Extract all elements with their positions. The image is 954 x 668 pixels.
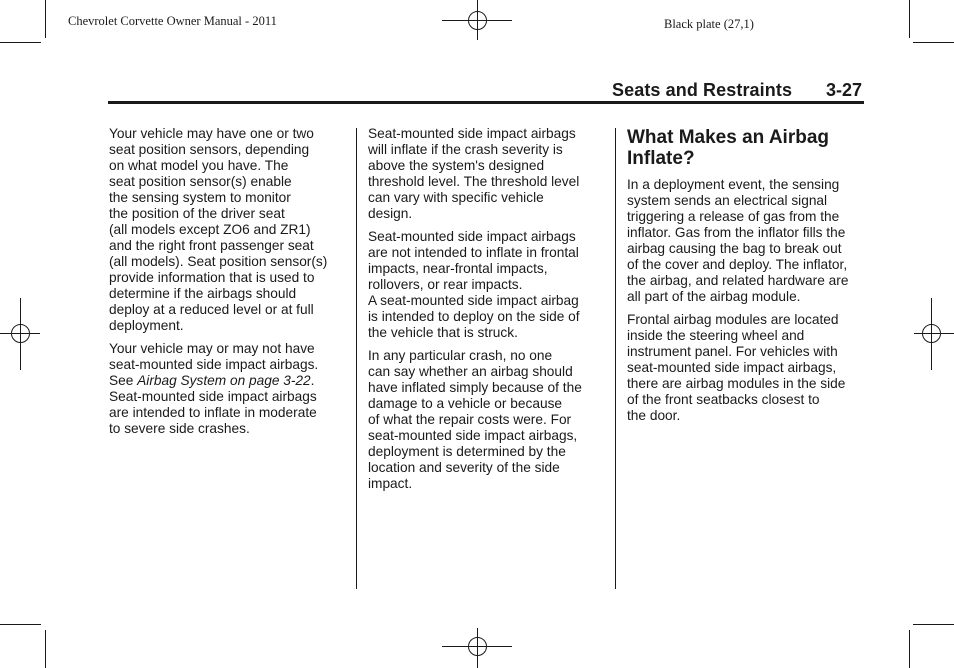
text-line: Seat-mounted side impact airbags [368,126,576,141]
text-line: all part of the airbag module. [627,289,801,304]
plate-label: Black plate (27,1) [664,17,754,31]
paragraph [109,341,349,437]
paragraph [109,126,349,334]
column-3 [627,127,867,431]
heading-line: Inflate? [627,148,695,169]
registration-mark-bottom [442,628,512,668]
text-line: Frontal airbag modules are located [627,312,839,327]
text-line: Your vehicle may or may not have [109,341,315,356]
text-line: are intended to inflate in moderate [109,405,317,420]
text-line: the sensing system to monitor [109,190,291,205]
text-line: determine if the airbags should [109,286,297,301]
text-line: on what model you have. The [109,158,289,173]
text-line: seat-mounted side impact airbags. [109,357,319,372]
column-divider [356,128,357,589]
cross-reference-link[interactable]: Airbag System on page 3-22 [137,373,311,388]
text-line: airbag causing the bag to break out [627,241,842,256]
text-line: seat-mounted side impact airbags, [368,428,578,443]
text-line: deployment. [109,318,184,333]
text-line: to severe side crashes. [109,421,250,436]
text-line: In a deployment event, the sensing [627,177,840,192]
registration-mark-left [0,298,40,370]
text-line: damage to a vehicle or because [368,396,563,411]
text-line: instrument panel. For vehicles with [627,344,838,359]
text-line: design. [368,206,413,221]
column-2 [368,126,608,499]
text-line: impact. [368,476,413,491]
text-line: seat-mounted side impact airbags, [627,360,837,375]
header-rule [108,101,864,104]
text-line: can say whether an airbag should [368,364,573,379]
text-line: (all models). Seat position sensor(s) [109,254,328,269]
text-line: there are airbag modules in the side [627,376,846,391]
column-divider [615,128,616,589]
text-line: inflator. Gas from the inflator fills the [627,225,846,240]
text-line: Seat-mounted side impact airbags [368,229,576,244]
paragraph [627,177,867,305]
text-line: Seat-mounted side impact airbags [109,389,317,404]
text-line: A seat-mounted side impact airbag [368,293,579,308]
page-number: 3-27 [826,80,863,100]
text-line: seat position sensor(s) enable [109,174,292,189]
text-line: will inflate if the crash severity is [368,142,563,157]
text-line: have inflated simply because of the [368,380,582,395]
text-line: can vary with specific vehicle [368,190,544,205]
text-line: Your vehicle may have one or two [109,126,314,141]
text-line: the vehicle that is struck. [368,325,518,340]
manual-title: Chevrolet Corvette Owner Manual - 2011 [68,14,277,28]
registration-mark-top [442,0,512,40]
text-line: system sends an electrical signal [627,193,828,208]
text-line: of the front seatbacks closest to [627,392,820,407]
text-line: threshold level. The threshold level [368,174,580,189]
subsection-heading [627,127,867,169]
period: . [310,373,315,388]
text-line: (all models except ZO6 and ZR1) [109,222,311,237]
text-line: In any particular crash, no one [368,348,553,363]
text-line: rollovers, or rear impacts. [368,277,523,292]
text-line: and the right front passenger seat [109,238,314,253]
paragraph [627,312,867,424]
text-line: of the cover and deploy. The inflator, [627,257,848,272]
text-line: the door. [627,408,681,423]
registration-mark-right [914,298,954,370]
text-line: inside the steering wheel and [627,328,805,343]
text-line: above the system's designed [368,158,545,173]
text-line: is intended to deploy on the side of [368,309,580,324]
paragraph [368,126,608,222]
text-line: provide information that is used to [109,270,315,285]
section-title: Seats and Restraints [612,80,793,100]
text-line: location and severity of the side [368,460,560,475]
column-1 [109,126,349,444]
text-line: triggering a release of gas from the [627,209,840,224]
text-line: deployment is determined by the [368,444,566,459]
heading-line: What Makes an Airbag [627,127,830,148]
text-line: the position of the driver seat [109,206,285,221]
paragraph [368,348,608,492]
text-line [109,373,349,389]
text-line: impacts, near-frontal impacts, [368,261,548,276]
see-text: See [109,373,138,388]
text-line: deploy at a reduced level or at full [109,302,314,317]
text-line: seat position sensors, depending [109,142,310,157]
text-line: are not intended to inflate in frontal [368,245,579,260]
paragraph [368,229,608,341]
text-line: the airbag, and related hardware are [627,273,849,288]
text-line: of what the repair costs were. For [368,412,572,427]
